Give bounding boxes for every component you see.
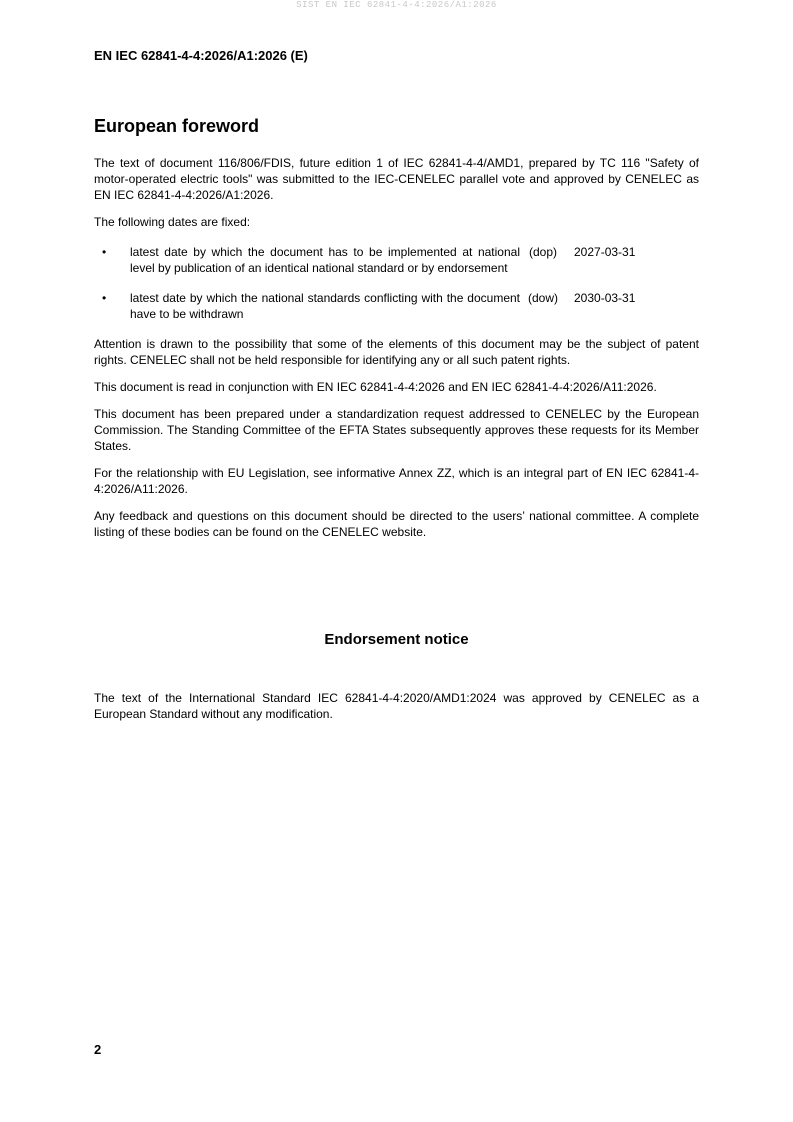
date-row-dop — [94, 244, 699, 276]
date-description: latest date by which the national standards conflicting with the document have to be withdrawn — [130, 291, 520, 321]
endorsement-title: Endorsement notice — [324, 631, 469, 648]
conjunction-paragraph: This document is read in conjunction with EN IEC 62841-4-4:2026 and EN IEC 62841-4-4:2026/A11:2026. — [94, 380, 657, 394]
date-value: 2030-03-31 — [574, 291, 636, 305]
date-description: latest date by which the document has to be implemented at national level by publication of an identical national standard or by endorsement — [130, 245, 520, 275]
date-code: (dow) — [527, 291, 558, 305]
dates-intro-paragraph: The following dates are fixed: — [94, 215, 251, 229]
foreword-title: European foreword — [94, 116, 260, 136]
document-designation: EN IEC 62841-4-4:2026/A1:2026 (E) — [94, 48, 308, 63]
date-row-dow — [94, 290, 699, 322]
bullet-marker: • — [102, 245, 107, 259]
standardization-paragraph: This document has been prepared under a standardization request addressed to CENELEC by the European Commission. The Standing Committee of the EFTA States subsequently approves these requests for its Member States. — [94, 407, 699, 453]
date-code: (dop) — [528, 245, 557, 259]
endorsement-paragraph: The text of the International Standard IEC 62841-4-4:2020/AMD1:2024 was approved by CENELEC as a European Standard without any modification. — [94, 691, 699, 721]
watermark-text: SIST EN IEC 62841-4-4:2026/A1:2026 — [296, 0, 497, 10]
foreword-body — [94, 155, 699, 551]
eu-relationship-paragraph: For the relationship with EU Legislation, see informative Annex ZZ, which is an integral part of EN IEC 62841-4-4:2026/A11:2026. — [94, 466, 699, 496]
dates-list — [94, 244, 699, 322]
bullet-marker: • — [102, 291, 107, 305]
date-value: 2027-03-31 — [574, 245, 636, 259]
patent-paragraph: Attention is drawn to the possibility that some of the elements of this document may be the subject of patent rights. CENELEC shall not be held responsible for identifying any or all such patent rights. — [94, 337, 699, 367]
feedback-paragraph: Any feedback and questions on this document should be directed to the users’ national committee. A complete listing of these bodies can be found on the CENELEC website. — [94, 509, 699, 539]
foreword-intro-paragraph: The text of document 116/806/FDIS, future edition 1 of IEC 62841-4-4/AMD1, prepared by TC 116 "Safety of motor-operated electric tools" was submitted to the IEC-CENELEC parallel vote and approved by CENELEC as EN IEC 62841-4-4:2026/A1:2026. — [94, 156, 699, 202]
page-number: 2 — [94, 1042, 102, 1057]
